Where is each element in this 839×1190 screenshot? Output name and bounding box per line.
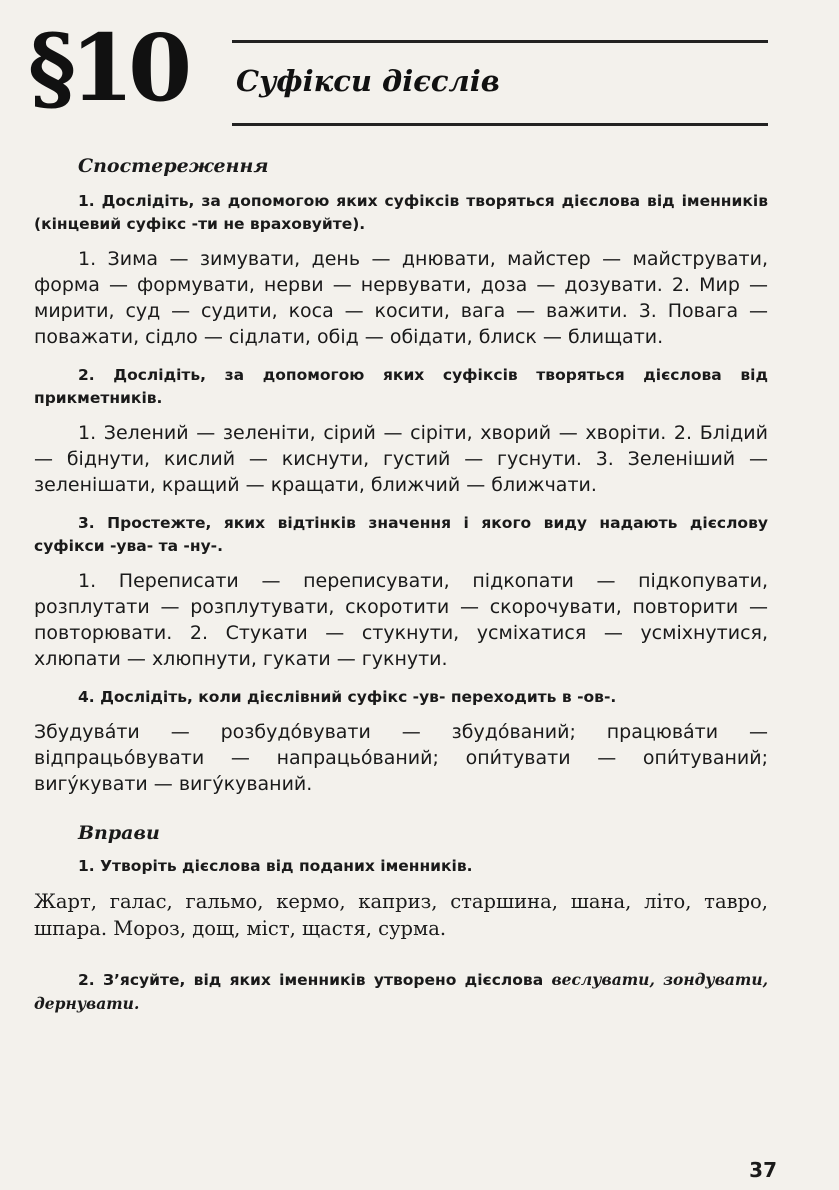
task-1-prompt: 1. Дослідіть, за допомогою яких суфіксів творяться дієслова від іменників (кінцевий суфікс -ти не враховуйте).: [34, 192, 768, 233]
exercise-1-prompt: 1. Утворіть дієслова від поданих іменників.: [78, 857, 473, 875]
exercises-heading: Вправи: [78, 822, 160, 844]
section-number: §10: [28, 14, 187, 122]
exercise-2-lead: 2. З’ясуйте, від яких іменників утворено дієслова: [78, 971, 552, 989]
exercise-1-words: Жарт, галас, гальмо, кермо, каприз, старшина, шана, літо, тавро, шпара. Мороз, дощ, міст, щастя, сурма.: [34, 890, 768, 940]
task-3-examples: 1. Переписати — переписувати, підкопати — підкопувати, розплутати — розплутувати, скоротити — скорочувати, повторити — повторювати. 2. Стукати — стукнути, усміхатися — усміхнутися, хлюпати — хлюпнути, гукати — гукнути.: [34, 570, 768, 670]
task-2-prompt: 2. Дослідіть, за допомогою яких суфіксів творяться дієслова від прикметників.: [34, 366, 768, 407]
page-content: [34, 152, 768, 1016]
task-3-prompt: 3. Простежте, яких відтінків значення і якого виду надають дієслову суфікси -ува- та -ну-.: [34, 514, 768, 555]
task-1-examples: 1. Зима — зимувати, день — днювати, майстер — майструвати, форма — формувати, нерви — нервувати, доза — дозувати. 2. Мир — мирити, суд — судити, коса — косити, вага — важити. 3. Повага — поважати, сідло — сідлати, обід — обідати, блиск — блищати.: [34, 248, 768, 348]
exercise-2-prompt: [34, 968, 768, 1016]
exercise-2-words: веслувати, зондувати, дернувати.: [34, 970, 768, 1013]
task-4-examples: Збудува́ти — розбудо́вувати — збудо́ваний; працюва́ти — відпрацьо́вувати — напрацьо́ваний; опи́тувати — опи́туваний; вигу́кувати — вигу́куваний.: [34, 721, 768, 795]
title-rule-bottom: [232, 123, 768, 126]
observations-heading: Спостереження: [78, 155, 269, 177]
task-2-examples: 1. Зелений — зеленіти, сірий — сіріти, хворий — хворіти. 2. Блідий — біднути, кислий — киснути, густий — гуснути. 3. Зеленіший — зеленішати, кращий — кращати, ближчий — ближчати.: [34, 422, 768, 496]
task-4-prompt: 4. Дослідіть, коли дієслівний суфікс -ув- переходить в -ов-.: [78, 688, 617, 706]
section-title: Суфікси дієслів: [236, 64, 500, 98]
title-rule-top: [232, 40, 768, 43]
page-number: 37: [749, 1158, 777, 1182]
